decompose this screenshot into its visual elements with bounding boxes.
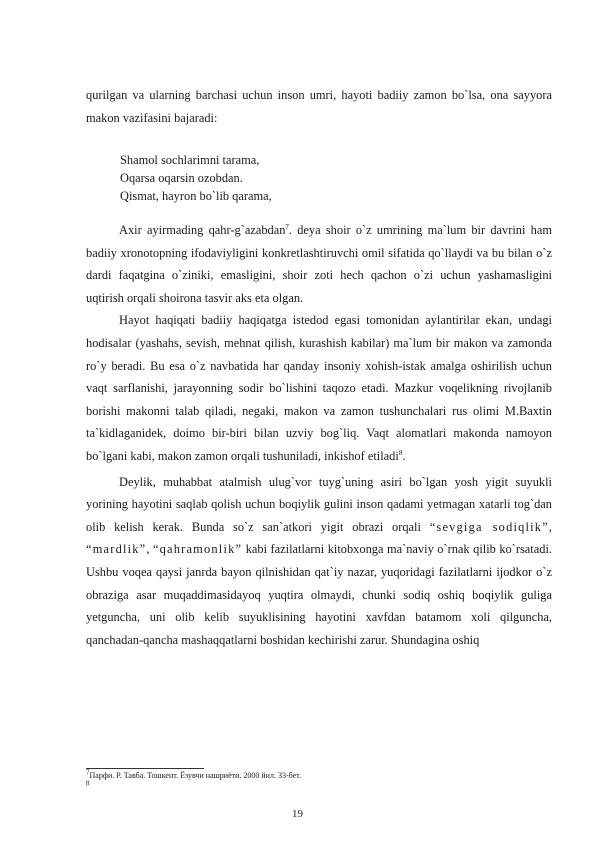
footnote-item bbox=[86, 781, 301, 792]
paragraph-text: qurilgan va ularning barchasi uchun inson umri, hayoti badiiy zamon bo`lsa, ona sayyora makon vazifasini bajaradi: bbox=[86, 88, 552, 125]
text-span: . bbox=[402, 448, 406, 463]
quoted-term: “qahramonlik” bbox=[152, 542, 243, 557]
footnote-ref: 7 bbox=[285, 222, 289, 231]
paragraph-2 bbox=[86, 219, 552, 651]
quoted-term: “mardlik” bbox=[86, 542, 147, 557]
footnote-ref: 8 bbox=[398, 448, 403, 457]
footnote-number: 7 bbox=[86, 768, 90, 777]
text-span: , bbox=[146, 542, 153, 557]
poem-line: Oqarsa oqarsin ozobdan. bbox=[120, 171, 243, 185]
footnote-item bbox=[86, 770, 301, 781]
poem-line: Qismat, hayron bo`lib qarama, bbox=[120, 189, 272, 203]
footnotes bbox=[86, 770, 301, 792]
text-span: , bbox=[548, 519, 552, 534]
text-span: . deya shoir o`z umrining ma`lum bir davrini ham badiiy xronotopning ifodaviyligini konkretlashtiruvchi omil sifatida qo`llaydi va bu bilan o`z dardi faqatgina o`ziniki, emasligini, shoir zoti hech qachon o`zi uchun yashamasligini uqtirish orqali shoirona tasvir aks eta olgan. bbox=[86, 223, 552, 305]
footnote-number: 8 bbox=[86, 779, 90, 788]
poem-line: Shamol sochlarimni tarama, bbox=[120, 153, 260, 167]
paragraph-3 bbox=[86, 309, 552, 467]
text-span: Hayot haqiqati badiiy haqiqatga istedod egasi tomonidan aylantirilar ekan, undagi hodisalar (yashahs, sevish, mehnat qilish, kurashish kabilar) ma`lum bir makon va zamonda ro`y beradi. Bu esa o`z navbatida har qanday insoniy xohish-istak amalga oshirilish uchun vaqt sarflanishi, jarayonning sodir bo`lishini taqozo etadi. Mazkur voqelikning rivojlanib borishi makonni talab qiladi, negaki, makon va zamon tushunchalari rus olimi M.Baxtin ta`kidlaganidek, doimo bir-biri bilan uzviy bog`liq. Vaqt alomatlari makonda namoyon bo`lgani kabi, makon zamon orqali tushuniladi, inkishof etiladi bbox=[86, 313, 552, 463]
text-span: kabi fazilatlarni kitobxonga ma`naviy o`rnak qilib ko`rsatadi. Ushbu voqea qaysi janrda bayon qilnishidan qat`iy nazar, yuqoridagi fazilatlarni ijodkor o`z obraziga asar muqaddimasidayoq yuqtira olmaydi, chunki sodiq oshiq boqiylik guliga yetguncha, uni olib kelib suyuklisining hayotini xavfdan batamom xoli qilguncha, qanchadan-qancha mashaqqatlarni boshidan kechirishi zarur. Shundagina oshiq bbox=[86, 542, 552, 647]
paragraph-intro bbox=[86, 84, 552, 129]
footnote-text: Парфи. Р. Тавба. Тошкент. Ёзувчи нашриёти. 2000 йил. 33-бет. bbox=[89, 771, 302, 780]
footnote-divider bbox=[86, 768, 204, 769]
text-span: Deylik, muhabbat atalmish ulug`vor tuyg`uning asiri bo`lgan yosh yigit suyukli yorining hayotini saqlab qolish uchun boqiylik gulini inson qadami yetmagan xatarli tog`dan olib kelish kerak. Bunda so`z san`atkori yigit obrazi orqali bbox=[86, 474, 552, 534]
paragraph-4 bbox=[86, 471, 552, 652]
page-number: 19 bbox=[292, 808, 303, 820]
text-span: Axir ayirmading qahr-g`azabdan bbox=[119, 223, 286, 237]
poem-block bbox=[120, 151, 272, 205]
quoted-term: “sevgiga sodiqlik” bbox=[429, 519, 549, 534]
paragraph-text bbox=[86, 219, 552, 309]
